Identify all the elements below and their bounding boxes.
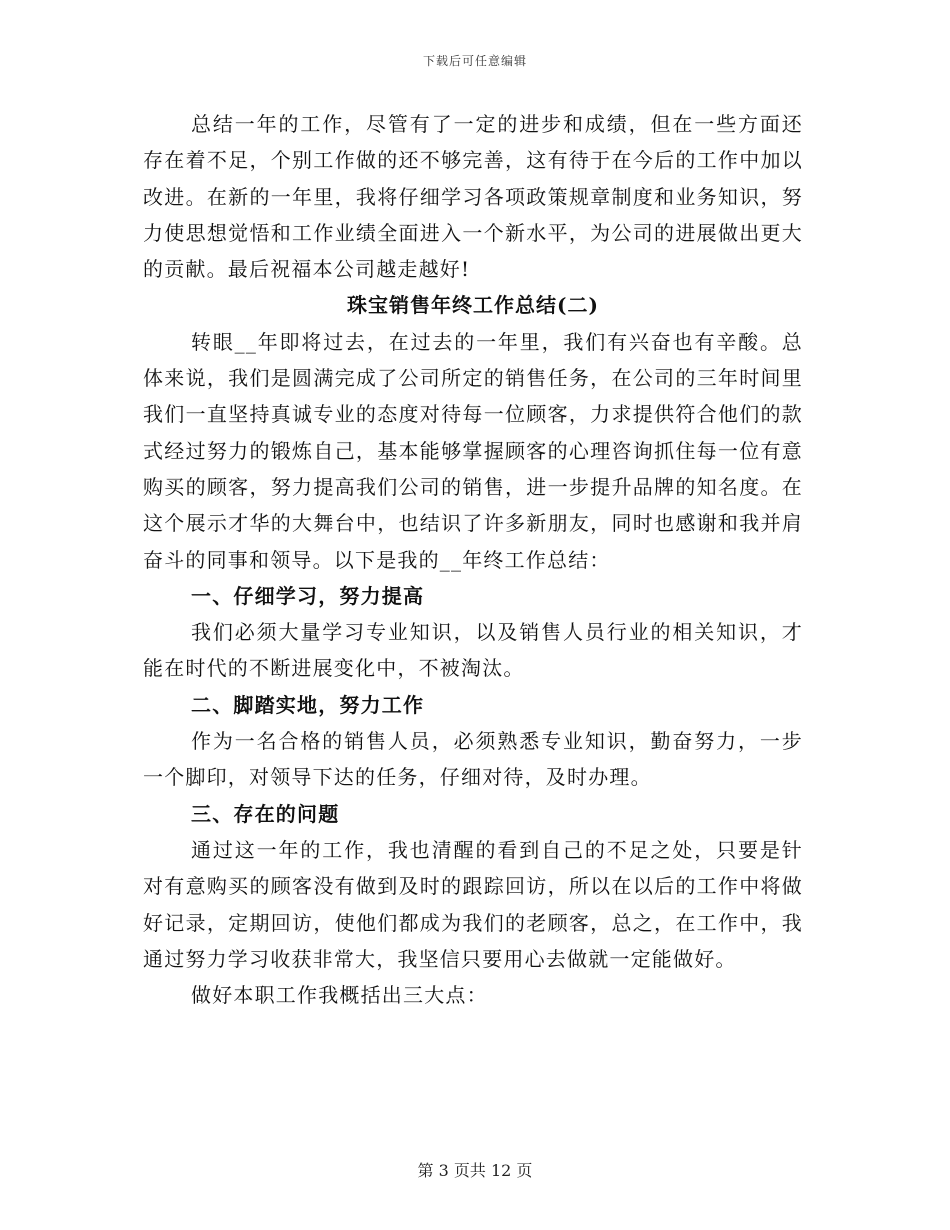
paragraph: 做好本职工作我概括出三大点： — [191, 983, 488, 1008]
header-note: 下载后可任意编辑 — [422, 54, 527, 68]
paragraph: 作为一名合格的销售人员，必须熟悉专业知识，勤奋努力，一步一个脚印，对领导下达的任务，仔细对待，及时办理。 — [143, 729, 803, 790]
paragraph: 我们必须大量学习专业知识，以及销售人员行业的相关知识，才能在时代的不断进展变化中，不被淘汰。 — [143, 620, 803, 681]
section-title: 珠宝销售年终工作总结(二) — [347, 293, 599, 318]
page-number-footer: 第 3 页共 12 页 — [417, 1161, 533, 1180]
section-heading: 一、仔细学习，努力提高 — [191, 583, 425, 608]
section-heading: 三、存在的问题 — [191, 801, 340, 826]
paragraph: 通过这一年的工作，我也清醒的看到自己的不足之处，只要是针对有意购买的顾客没有做到及时的跟踪回访，所以在以后的工作中将做好记录，定期回访，使他们都成为我们的老顾客，总之，在工作中，我通过努力学习收获非常大，我坚信只要用心去做就一定能做好。 — [143, 837, 803, 971]
document-body — [143, 106, 803, 1013]
paragraph: 转眼__年即将过去，在过去的一年里，我们有兴奋也有辛酸。总体来说，我们是圆满完成了公司所定的销售任务，在公司的三年时间里我们一直坚持真诚专业的态度对待每一位顾客，力求提供符合他们的款式经过努力的锻炼自己，基本能够掌握顾客的心理咨询抓住每一位有意购买的顾客，努力提高我们公司的销售，进一步提升品牌的知名度。在这个展示才华的大舞台中，也结识了许多新朋友，同时也感谢和我并肩奋斗的同事和领导。以下是我的__年终工作总结： — [143, 329, 803, 572]
paragraph: 总结一年的工作，尽管有了一定的进步和成绩，但在一些方面还存在着不足，个别工作做的还不够完善，这有待于在今后的工作中加以改进。在新的一年里，我将仔细学习各项政策规章制度和业务知识，努力使思想觉悟和工作业绩全面进入一个新水平，为公司的进展做出更大的贡献。最后祝福本公司越走越好! — [143, 112, 803, 282]
section-heading: 二、脚踏实地，努力工作 — [191, 692, 425, 717]
